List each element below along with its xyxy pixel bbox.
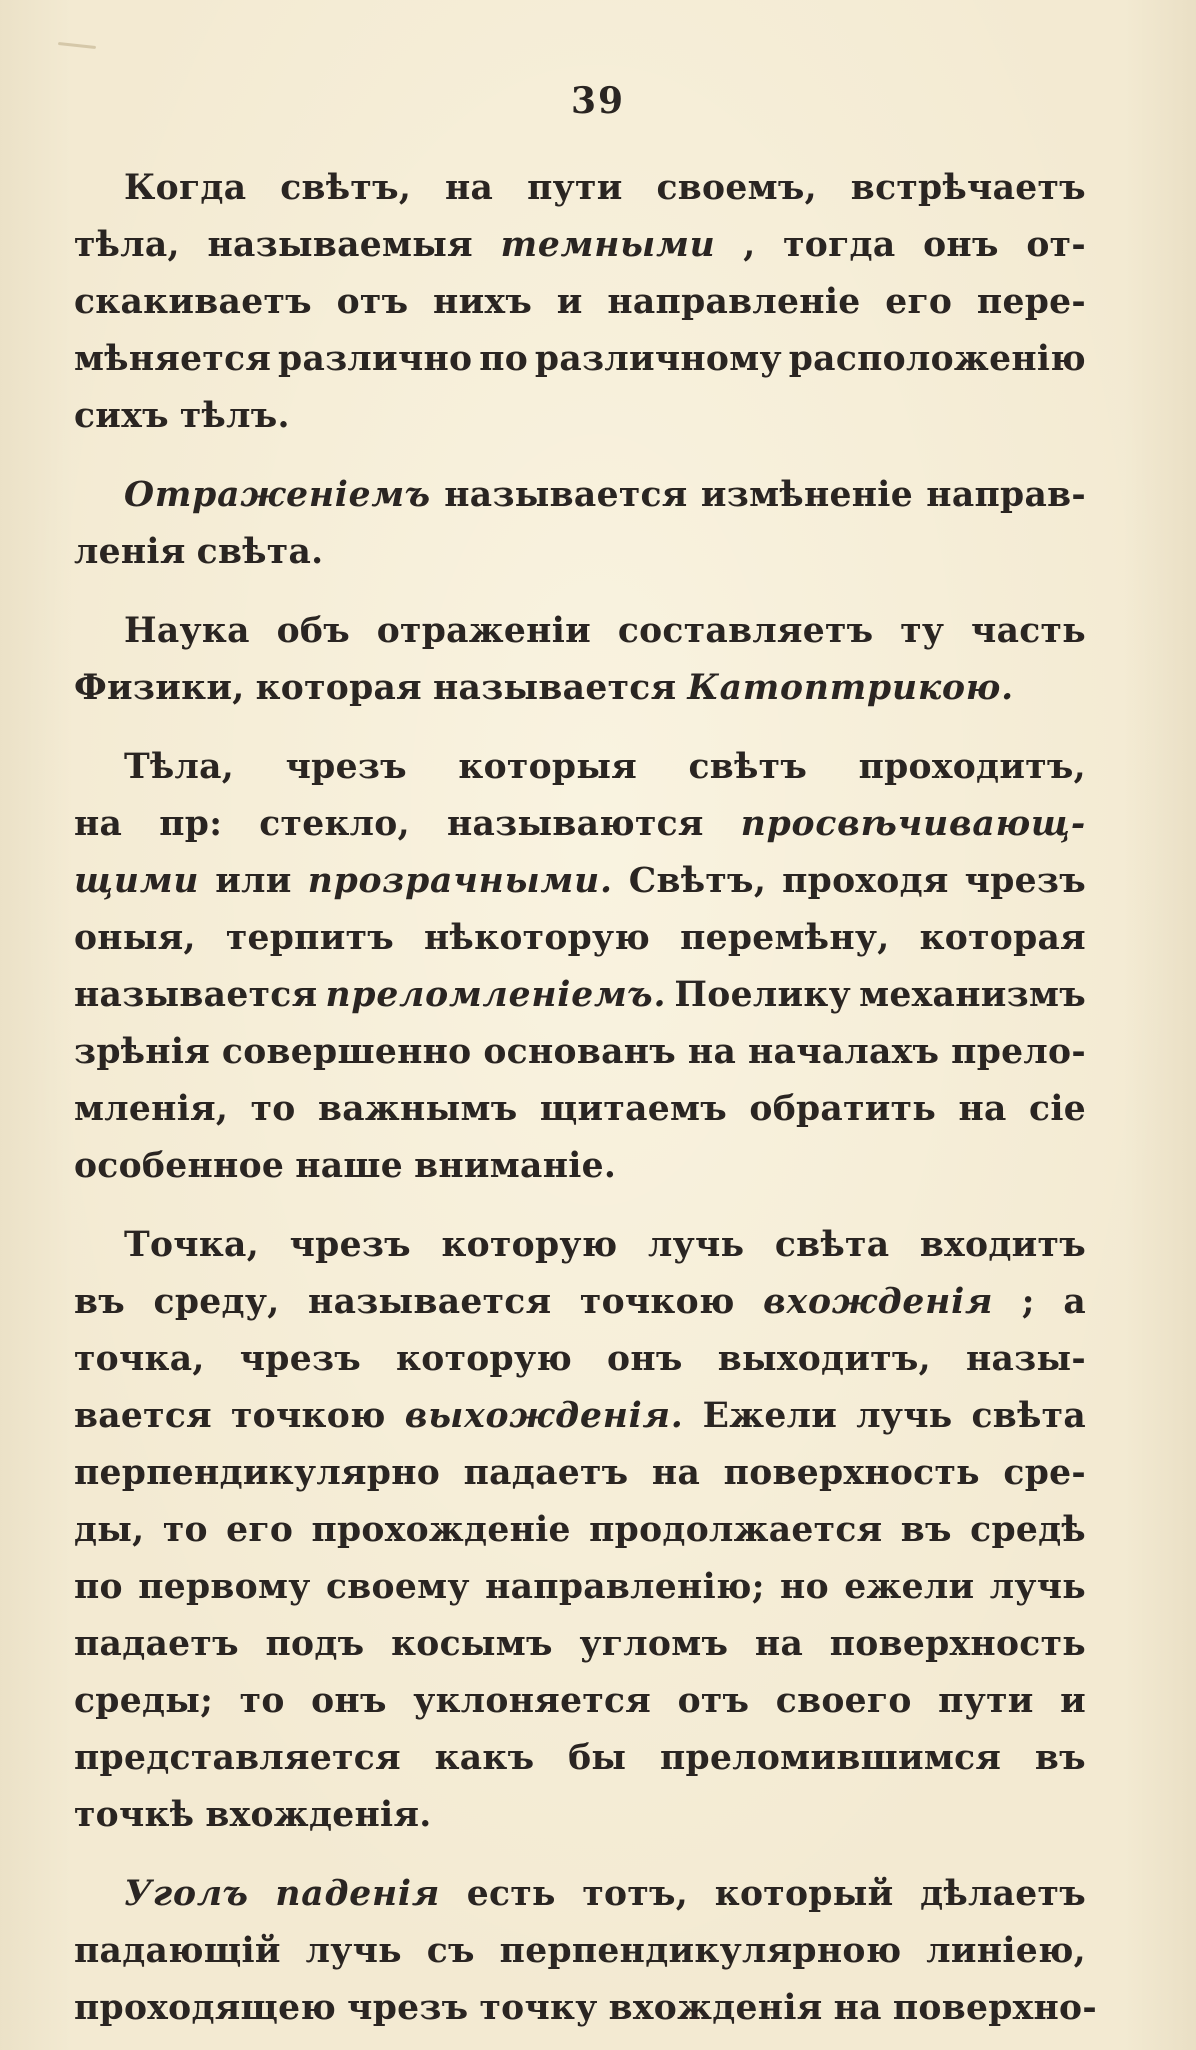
text-line <box>74 853 1086 910</box>
text-line <box>74 1673 1086 1730</box>
word: называется <box>433 668 677 708</box>
word: которая <box>919 918 1086 958</box>
word: тѣлъ. <box>179 396 290 436</box>
word: бы <box>568 1738 627 1778</box>
word: направленіе <box>607 282 861 322</box>
text-line <box>74 1138 1086 1195</box>
text-line <box>74 1923 1086 1980</box>
word: которыя <box>458 747 638 787</box>
word: мѣняется <box>74 339 272 379</box>
text-line <box>74 1274 1086 1331</box>
word: чрезъ <box>347 1988 469 2028</box>
text-line <box>74 660 1086 717</box>
text-line <box>74 1081 1086 1138</box>
word: объ <box>276 611 350 651</box>
word: ленія <box>74 532 186 572</box>
word: онъ <box>923 225 999 265</box>
word: встрѣчаетъ <box>850 168 1086 208</box>
word: мленія, <box>74 1089 229 1129</box>
word: чрезъ <box>285 747 407 787</box>
word: которую <box>441 1225 618 1265</box>
word: перпендикулярною <box>499 1931 902 1971</box>
word: на <box>754 1624 804 1664</box>
word: есть <box>466 1874 556 1914</box>
text-line <box>74 1616 1086 1673</box>
text-line <box>74 1388 1086 1445</box>
word: измѣненіе <box>700 475 913 515</box>
word: перпендикулярно <box>74 1453 441 1493</box>
italic-word: темными <box>500 225 716 265</box>
paragraph-gap <box>74 581 1086 603</box>
word: по <box>479 339 529 379</box>
word: на <box>687 1032 737 1072</box>
word: падающій <box>74 1931 281 1971</box>
word: среды; <box>74 1681 214 1721</box>
word: поверхно- <box>892 1988 1097 2028</box>
word: свѣтъ, <box>280 168 412 208</box>
word: обратить <box>749 1089 937 1129</box>
text-line <box>74 603 1086 660</box>
text-line <box>74 967 1086 1024</box>
word: который <box>714 1874 894 1914</box>
word: проходящею <box>74 1988 337 2028</box>
word: представляется <box>74 1738 401 1778</box>
word: оныя, <box>74 918 196 958</box>
paragraph-gap <box>74 717 1086 739</box>
italic-word: прозрачными. <box>307 861 613 901</box>
word: скакиваетъ <box>74 282 312 322</box>
word: тогда <box>783 225 896 265</box>
italic-word: Отраженіемъ <box>124 475 431 515</box>
word: направленію; <box>485 1567 765 1607</box>
word: называемыя <box>207 225 473 265</box>
word: то <box>239 1681 285 1721</box>
word: и <box>1060 1681 1086 1721</box>
word: пр: <box>159 804 223 844</box>
word: назы- <box>965 1339 1086 1379</box>
word: различному <box>534 339 782 379</box>
word: вхожденія. <box>205 1795 432 1835</box>
text-line <box>74 1331 1086 1388</box>
word: то <box>162 1510 208 1550</box>
word: проходитъ, <box>858 747 1086 787</box>
word: преломившимся <box>660 1738 1002 1778</box>
paragraph-gap <box>74 1195 1086 1217</box>
word: свѣта <box>971 1396 1086 1436</box>
word: свѣта. <box>196 532 324 572</box>
word: своего <box>775 1681 912 1721</box>
text-line <box>74 331 1086 388</box>
word: съ <box>426 1931 475 1971</box>
word: среду, <box>153 1282 280 1322</box>
italic-word: щими <box>74 861 200 901</box>
word: вхожденія <box>608 1988 823 2028</box>
word: сіе <box>1029 1089 1086 1129</box>
word: точкѣ <box>74 1795 195 1835</box>
word: угломъ <box>579 1624 729 1664</box>
word: терпитъ <box>225 918 395 958</box>
word: пути <box>527 168 623 208</box>
word: онъ <box>607 1339 683 1379</box>
word: прело- <box>951 1032 1086 1072</box>
word: Поелику <box>674 975 851 1015</box>
word: падаетъ <box>463 1453 629 1493</box>
word: важнымъ <box>317 1089 518 1129</box>
word: вниманіе. <box>414 1146 617 1186</box>
word: чрезъ <box>239 1339 362 1379</box>
word: сре- <box>1003 1453 1086 1493</box>
text-line <box>74 388 1086 445</box>
italic-word: Уголъ <box>124 1874 249 1914</box>
word: входитъ <box>919 1225 1086 1265</box>
word: подъ <box>265 1624 365 1664</box>
word: Наука <box>124 611 250 651</box>
text-line <box>74 1445 1086 1502</box>
word: совершенно <box>221 1032 472 1072</box>
word: механизмъ <box>859 975 1086 1015</box>
word: Физики, <box>74 668 245 708</box>
word: Ежели <box>702 1396 838 1436</box>
word: от- <box>1026 225 1086 265</box>
word: основанъ <box>483 1032 677 1072</box>
word: свѣта <box>774 1225 890 1265</box>
word: уклоняется <box>413 1681 652 1721</box>
page-number: 39 <box>570 80 626 122</box>
text-line <box>74 1217 1086 1274</box>
italic-word: преломленіемъ. <box>325 975 667 1015</box>
word: на <box>74 804 123 844</box>
word: на <box>445 168 494 208</box>
word: точка, <box>74 1339 205 1379</box>
word: но <box>780 1567 829 1607</box>
word: линіею, <box>926 1931 1086 1971</box>
word: отъ <box>336 282 409 322</box>
word: продолжается <box>589 1510 883 1550</box>
word: точкою <box>230 1396 386 1436</box>
word: проходя <box>782 861 949 901</box>
text-line <box>74 1730 1086 1787</box>
text-line <box>74 1024 1086 1081</box>
word: падаетъ <box>74 1624 239 1664</box>
word: отъ <box>677 1681 750 1721</box>
italic-word: просвѣчивающ- <box>740 804 1086 844</box>
word: чрезъ <box>964 861 1086 901</box>
word: поверхность <box>829 1624 1086 1664</box>
word: по <box>74 1567 123 1607</box>
word: расположенію <box>788 339 1086 379</box>
word: пере- <box>976 282 1086 322</box>
word: вается <box>74 1396 212 1436</box>
text-line <box>74 524 1086 581</box>
paragraph-gap <box>74 1844 1086 1866</box>
word: зрѣнія <box>74 1032 211 1072</box>
word: лучь <box>856 1396 953 1436</box>
word: , <box>743 225 756 265</box>
word: и <box>556 282 583 322</box>
word: началахъ <box>747 1032 940 1072</box>
word: первому <box>138 1567 311 1607</box>
word: точку <box>479 1988 598 2028</box>
word: нѣкоторую <box>424 918 651 958</box>
word: называются <box>446 804 704 844</box>
word: ежели <box>844 1567 975 1607</box>
word: особенное <box>74 1146 285 1186</box>
text-line <box>74 910 1086 967</box>
word: лучь <box>305 1931 402 1971</box>
italic-word: выхожденія. <box>404 1396 684 1436</box>
text-line <box>74 1559 1086 1616</box>
word: сихъ <box>74 396 169 436</box>
word: лучь <box>989 1567 1086 1607</box>
italic-word: Катоптрикою. <box>687 668 1014 708</box>
word: тотъ, <box>582 1874 689 1914</box>
italic-word: вхожденія <box>763 1282 994 1322</box>
word: прохожденіе <box>311 1510 571 1550</box>
text-line <box>74 1787 1086 1844</box>
word: то <box>250 1089 296 1129</box>
word: на <box>651 1453 701 1493</box>
text-line <box>74 1980 1097 2037</box>
word: какъ <box>434 1738 535 1778</box>
word: въ <box>1034 1738 1086 1778</box>
body-text <box>74 160 1097 2037</box>
word: тѣла, <box>74 225 180 265</box>
word: ту <box>900 611 945 651</box>
text-line <box>74 1502 1086 1559</box>
word: различно <box>278 339 473 379</box>
word: наше <box>295 1146 404 1186</box>
word: нихъ <box>433 282 533 322</box>
word: направ- <box>926 475 1086 515</box>
word: въ <box>900 1510 952 1550</box>
word: стекло, <box>259 804 410 844</box>
word: косымъ <box>391 1624 553 1664</box>
word: своему <box>325 1567 470 1607</box>
text-line <box>74 160 1086 217</box>
word: лучь <box>648 1225 745 1265</box>
word: выходитъ, <box>717 1339 931 1379</box>
text-line <box>74 274 1086 331</box>
text-line <box>74 467 1086 524</box>
word: называется <box>444 475 688 515</box>
word: на <box>958 1089 1007 1129</box>
word: ; <box>1021 1282 1035 1322</box>
word: поверхность <box>723 1453 980 1493</box>
word: его <box>226 1510 294 1550</box>
word: ды, <box>74 1510 145 1550</box>
scan-smudge <box>58 42 96 49</box>
word: средѣ <box>970 1510 1086 1550</box>
word: Когда <box>124 168 247 208</box>
text-line <box>74 796 1086 853</box>
word: въ <box>74 1282 126 1322</box>
word: которая <box>255 668 422 708</box>
word: своемъ, <box>656 168 817 208</box>
word: Свѣтъ, <box>628 861 767 901</box>
word: онъ <box>311 1681 387 1721</box>
word: Точка, <box>124 1225 260 1265</box>
word: составляетъ <box>617 611 874 651</box>
word: пути <box>938 1681 1034 1721</box>
word: отраженіи <box>376 611 592 651</box>
paragraph-gap <box>74 445 1086 467</box>
word: его <box>885 282 953 322</box>
word: Тѣла, <box>124 747 235 787</box>
text-line <box>74 1866 1086 1923</box>
word: дѣлаетъ <box>920 1874 1086 1914</box>
word: перемѣну, <box>680 918 890 958</box>
word: часть <box>971 611 1086 651</box>
text-line <box>74 739 1086 796</box>
word: или <box>215 861 292 901</box>
word: на <box>833 1988 882 2028</box>
text-line <box>74 217 1086 274</box>
word: чрезъ <box>289 1225 411 1265</box>
word: точкою <box>579 1282 735 1322</box>
word: свѣтъ <box>688 747 808 787</box>
word: называется <box>74 975 318 1015</box>
word: называется <box>308 1282 552 1322</box>
word: щитаемъ <box>539 1089 728 1129</box>
italic-word: паденія <box>275 1874 441 1914</box>
word: которую <box>396 1339 573 1379</box>
word: а <box>1063 1282 1086 1322</box>
